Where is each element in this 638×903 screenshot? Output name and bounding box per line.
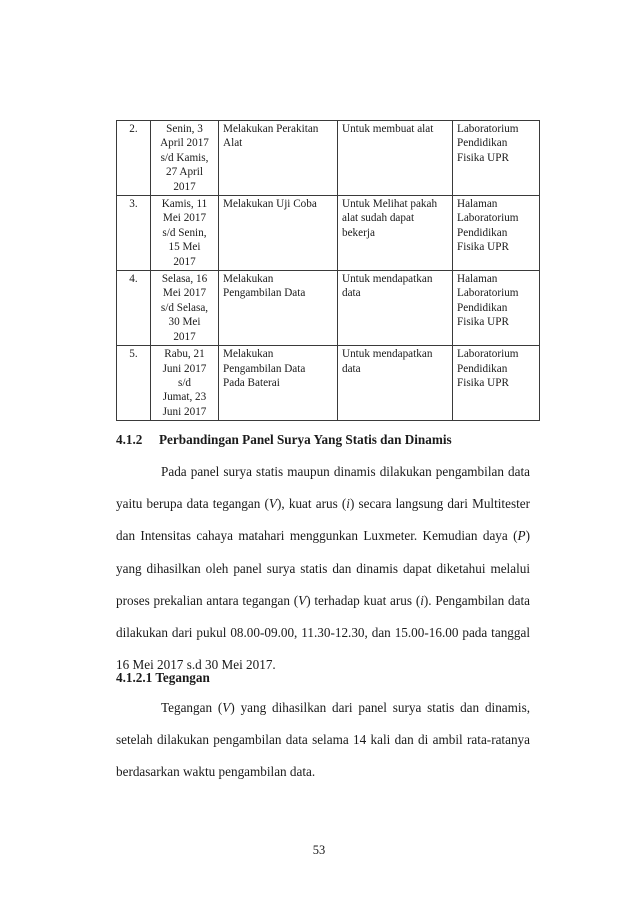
activity-cell: Melakukan Uji Coba: [219, 196, 338, 271]
purpose-cell: Untuk Melihat pakah alat sudah dapat bekerja: [338, 196, 453, 271]
section-number: 4.1.2: [116, 432, 143, 447]
table-row: [117, 346, 540, 421]
table-row: [117, 271, 540, 346]
paragraph-data-collection: Pada panel surya statis maupun dinamis dilakukan pengambilan data yaitu berupa data tegangan (V), kuat arus (i) secara langsung dari Multitester dan Intensitas cahaya matahari menggunkan Luxmeter. Kemudian daya (P) yang dihasilkan oleh panel surya statis dan dinamis dapat diketahui melalui proses prekalian antara tegangan (V) terhadap kuat arus (i). Pengambilan data dilakukan dari pukul 08.00-09.00, 11.30-12.30, dan 15.00-16.00 pada tanggal 16 Mei 2017 s.d 30 Mei 2017.: [116, 464, 530, 673]
table-row: [117, 196, 540, 271]
section-title: Perbandingan Panel Surya Yang Statis dan Dinamis: [159, 432, 452, 447]
table-row: [117, 121, 540, 196]
row-number-cell: 5.: [117, 346, 151, 421]
date-cell: Kamis, 11 Mei 2017 s/d Senin, 15 Mei 2017: [151, 196, 219, 271]
location-cell: Laboratorium Pendidikan Fisika UPR: [453, 121, 540, 196]
date-cell: Selasa, 16 Mei 2017 s/d Selasa, 30 Mei 2017: [151, 271, 219, 346]
schedule-table-body: [117, 121, 540, 421]
section-heading-4-1-2: [116, 432, 452, 448]
date-cell: Senin, 3 April 2017 s/d Kamis, 27 April 2017: [151, 121, 219, 196]
date-cell: Rabu, 21 Juni 2017 s/d Jumat, 23 Juni 2017: [151, 346, 219, 421]
purpose-cell: Untuk mendapatkan data: [338, 271, 453, 346]
activity-cell: Melakukan Pengambilan Data: [219, 271, 338, 346]
paragraph-voltage: Tegangan (V) yang dihasilkan dari panel surya statis dan dinamis, setelah dilakukan pengambilan data selama 14 kali dan di ambil rata-ratanya berdasarkan waktu pengambilan data.: [116, 700, 531, 780]
activity-cell: Melakukan Pengambilan Data Pada Baterai: [219, 346, 338, 421]
purpose-cell: Untuk mendapatkan data: [338, 346, 453, 421]
location-cell: Laboratorium Pendidikan Fisika UPR: [453, 346, 540, 421]
location-cell: Halaman Laboratorium Pendidikan Fisika UPR: [453, 196, 540, 271]
page-number: 53: [312, 843, 326, 857]
schedule-table: [116, 120, 540, 421]
purpose-cell: Untuk membuat alat: [338, 121, 453, 196]
row-number-cell: 3.: [117, 196, 151, 271]
row-number-cell: 4.: [117, 271, 151, 346]
row-number-cell: 2.: [117, 121, 151, 196]
location-cell: Halaman Laboratorium Pendidikan Fisika UPR: [453, 271, 540, 346]
activity-cell: Melakukan Perakitan Alat: [219, 121, 338, 196]
section-heading-4-1-2-1: 4.1.2.1 Tegangan: [116, 670, 210, 685]
